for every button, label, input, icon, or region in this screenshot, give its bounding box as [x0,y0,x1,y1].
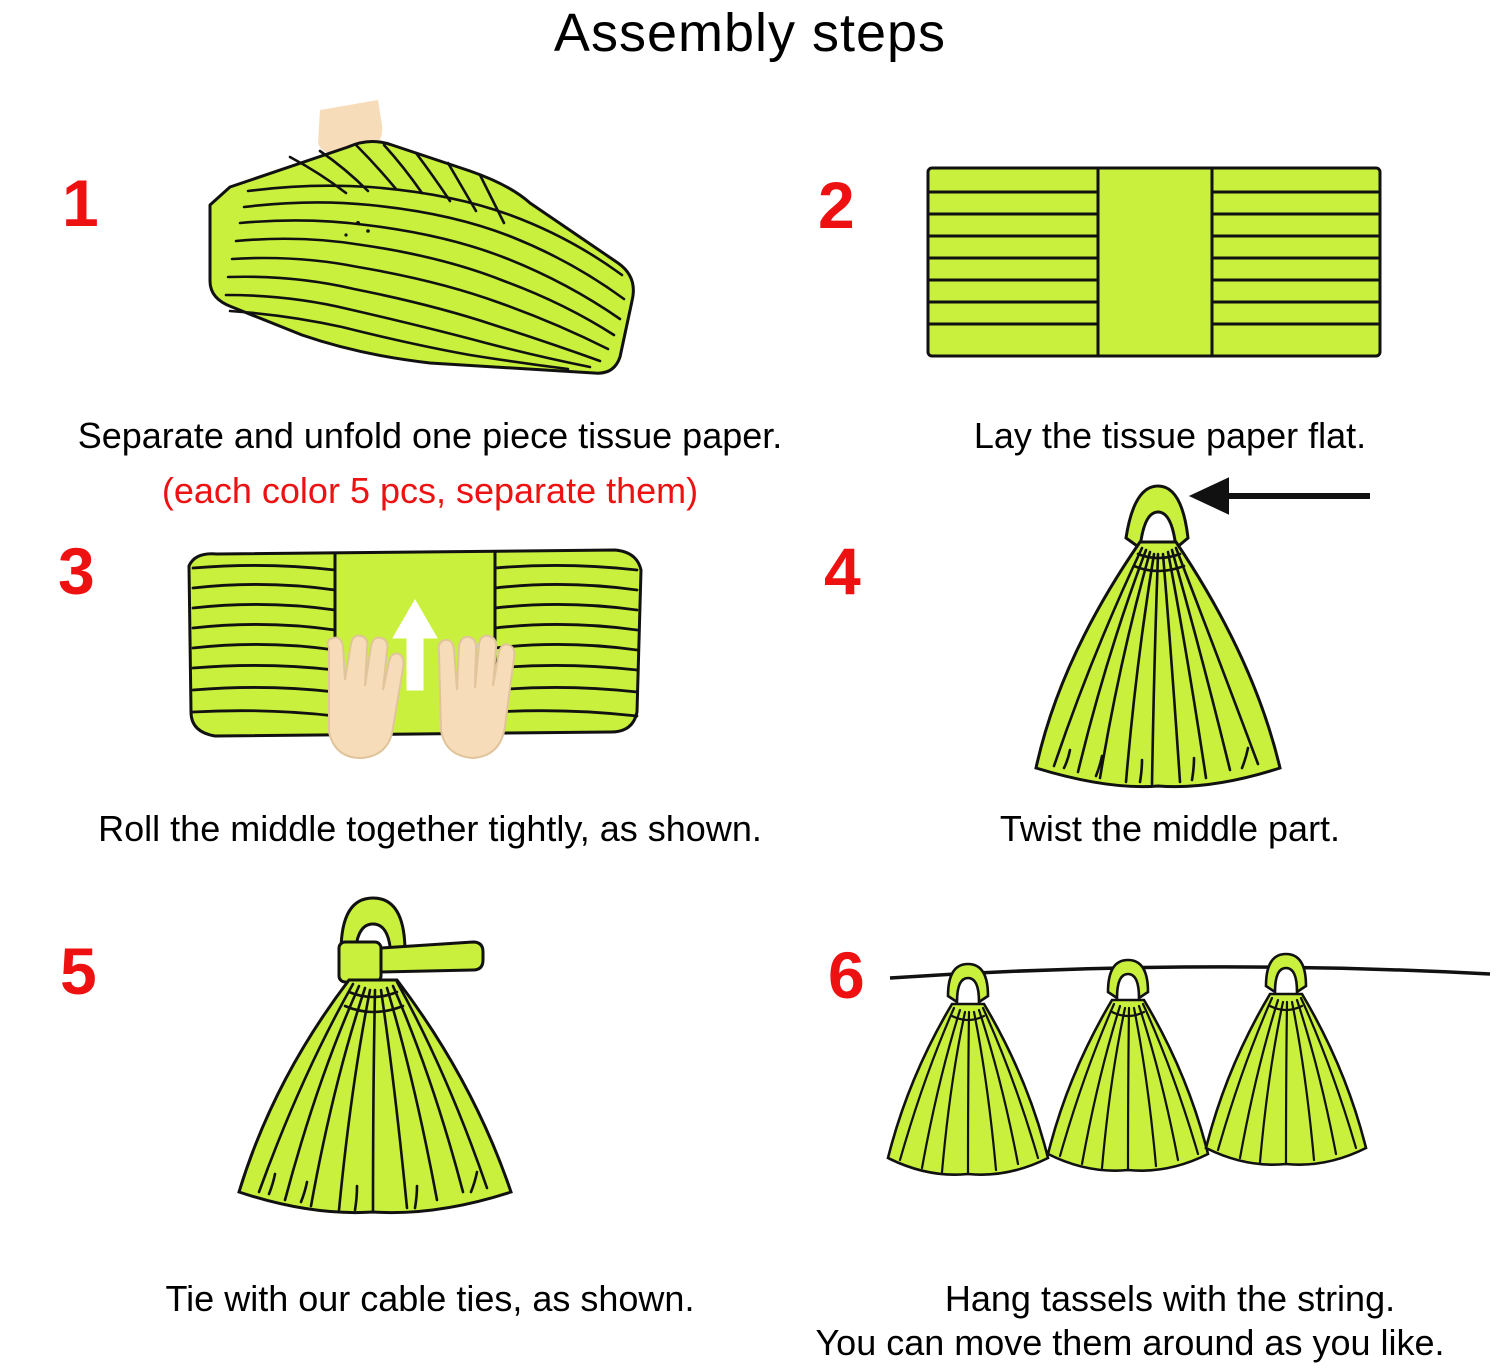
step-5-illustration [215,880,595,1220]
step-6-illustration [880,930,1500,1210]
step-4-caption: Twist the middle part. [999,808,1341,849]
page-title: Assembly steps [553,3,947,63]
step-2-caption: Lay the tissue paper flat. [973,415,1367,456]
step-2-illustration [920,160,1390,370]
step-number-1: 1 [62,166,99,240]
step-6-caption-line-2: You can move them around as you like. [815,1322,1445,1363]
step-number-5: 5 [60,934,97,1008]
step-3-caption: Roll the middle together tightly, as shown. [98,808,762,849]
step-number-4: 4 [824,534,861,608]
step-5-caption: Tie with our cable ties, as shown. [165,1278,695,1319]
step-4-illustration [1000,468,1420,798]
step-1-note: (each color 5 pcs, separate them) [161,470,699,511]
step-number-2: 2 [818,168,855,242]
step-3-illustration [175,540,655,810]
step-number-6: 6 [828,938,865,1012]
step-number-3: 3 [58,534,95,608]
step-6-caption-line-1: Hang tassels with the string. [944,1278,1396,1319]
step-1-illustration [170,95,650,395]
step-1-caption: Separate and unfold one piece tissue paper. [77,415,783,456]
